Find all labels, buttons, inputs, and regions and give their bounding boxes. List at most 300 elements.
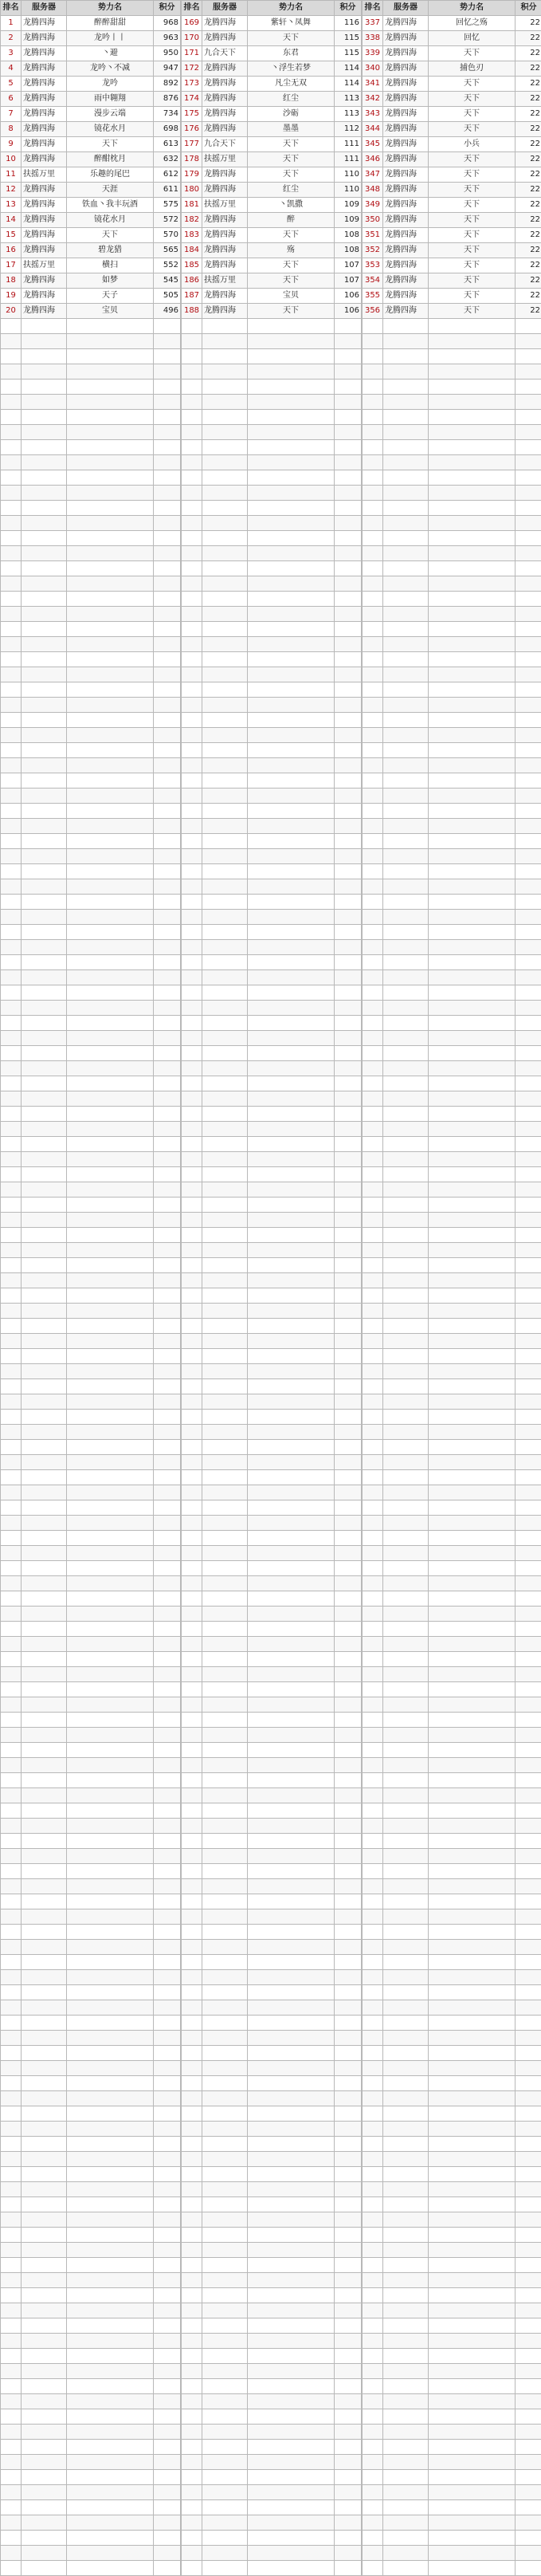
server-cell [22,1349,67,1364]
server-cell [383,1076,429,1091]
score-cell [516,2303,541,2318]
server-cell [383,1500,429,1516]
server-cell [383,2334,429,2349]
score-cell [516,1016,541,1031]
table-row [1,31,181,46]
rank-cell [1,1788,22,1803]
force-cell [67,2500,154,2515]
server-cell [383,1713,429,1728]
force-cell [429,1637,516,1652]
table-row [182,1728,362,1743]
rank-cell [363,2546,383,2561]
table-row [1,1985,181,2000]
score-cell [516,1697,541,1713]
rank-cell [182,2379,202,2394]
server-cell [22,2364,67,2379]
score-cell [516,1213,541,1228]
server-cell [383,607,429,622]
rank-cell: 346 [363,152,383,167]
server-cell [22,1970,67,1985]
score-cell [335,1955,362,1970]
server-cell [202,2546,248,2561]
score-cell [335,637,362,652]
score-cell: 22 [516,167,541,183]
force-cell: 乐趣的尾巴 [67,167,154,183]
score-cell [335,2485,362,2500]
table-row [1,455,181,470]
table-row [1,1076,181,1091]
force-cell [67,1243,154,1258]
rank-cell [182,395,202,410]
rank-cell [1,1531,22,1546]
table-row [1,1652,181,1667]
force-cell [67,1531,154,1546]
table-row [182,743,362,758]
force-cell [429,1137,516,1152]
server-cell [202,1591,248,1607]
force-cell [429,531,516,546]
force-cell [429,1909,516,1925]
rank-cell [363,1909,383,1925]
score-cell [154,425,181,440]
server-cell [202,1319,248,1334]
score-cell: 613 [154,137,181,152]
server-cell [202,1001,248,1016]
rank-cell [182,834,202,849]
force-cell [248,349,335,364]
table-row [182,834,362,849]
table-row [182,576,362,592]
score-cell [516,1546,541,1561]
score-cell [154,1925,181,1940]
force-header: 势力名 [67,1,154,16]
server-cell [22,1304,67,1319]
force-cell [429,2031,516,2046]
rank-cell [363,1273,383,1288]
force-cell [248,1273,335,1288]
force-cell [429,1470,516,1485]
table-row [182,698,362,713]
rank-cell [182,728,202,743]
force-cell: 龙吟 [67,77,154,92]
table-row [182,92,362,107]
table-row [182,1576,362,1591]
force-cell [429,2364,516,2379]
table-row [1,2258,181,2273]
server-cell [22,834,67,849]
server-cell [22,2425,67,2440]
score-cell [516,940,541,955]
table-row [182,1470,362,1485]
force-cell [67,2016,154,2031]
table-row [363,258,541,273]
server-cell [383,1879,429,1894]
table-row [363,2515,541,2531]
score-cell [516,2273,541,2288]
server-cell [22,2061,67,2076]
server-cell [202,1849,248,1864]
table-row [182,1773,362,1788]
force-cell [248,561,335,576]
score-cell [335,925,362,940]
force-cell [67,2425,154,2440]
rank-cell [363,2258,383,2273]
server-cell [202,2046,248,2061]
force-cell: 丶凯撒 [248,198,335,213]
rank-cell [1,758,22,773]
force-cell [248,425,335,440]
server-cell [22,364,67,380]
score-cell [516,2167,541,2182]
rank-cell [1,1167,22,1182]
force-cell [248,2061,335,2076]
rank-cell [1,1622,22,1637]
score-cell: 22 [516,152,541,167]
score-cell [154,728,181,743]
rank-cell [363,1379,383,1394]
rank-cell [1,1379,22,1394]
force-cell [67,970,154,985]
force-cell [429,1198,516,1213]
force-cell [429,410,516,425]
force-cell [67,1410,154,1425]
force-cell [248,2243,335,2258]
table-row [1,2091,181,2106]
rank-cell [1,440,22,455]
score-cell [335,2031,362,2046]
force-cell: 宝贝 [248,289,335,304]
rank-cell [182,1909,202,1925]
force-cell [429,940,516,955]
score-cell [154,910,181,925]
rank-cell [182,1213,202,1228]
score-cell: 22 [516,289,541,304]
score-cell [154,1228,181,1243]
rank-cell: 9 [1,137,22,152]
table-row [1,1001,181,1016]
table-row [1,2485,181,2500]
score-cell [516,1667,541,1682]
table-row [363,319,541,334]
table-row [1,955,181,970]
force-cell [248,1349,335,1364]
rank-cell [1,1334,22,1349]
server-cell [202,1803,248,1819]
server-cell [22,2091,67,2106]
table-row [182,152,362,167]
rank-cell [182,1849,202,1864]
score-cell [335,2228,362,2243]
server-cell: 龙腾四海 [383,61,429,77]
force-cell [67,364,154,380]
rank-cell [1,2031,22,2046]
server-cell [383,2318,429,2334]
table-row [1,1500,181,1516]
rank-cell [363,970,383,985]
rank-cell [182,364,202,380]
score-cell: 110 [335,167,362,183]
server-cell: 龙腾四海 [383,46,429,61]
server-cell [202,682,248,698]
force-cell [429,2515,516,2531]
server-cell: 龙腾四海 [202,167,248,183]
server-cell [22,1394,67,1410]
rank-cell [1,531,22,546]
rank-cell [363,1091,383,1107]
force-cell [429,607,516,622]
score-cell: 505 [154,289,181,304]
table-row [1,652,181,667]
table-row [1,2440,181,2455]
rank-cell [182,1607,202,1622]
table-row [182,61,362,77]
score-cell [154,1122,181,1137]
score-cell [516,985,541,1001]
force-cell [429,364,516,380]
score-cell [516,1925,541,1940]
force-cell [248,1394,335,1410]
server-cell [22,925,67,940]
force-cell [67,1273,154,1288]
rank-cell [182,1925,202,1940]
table-row [1,2076,181,2091]
force-cell: 天下 [429,228,516,243]
table-row [363,455,541,470]
force-cell [67,879,154,895]
server-cell [202,2394,248,2409]
server-cell [202,2137,248,2152]
table-row [182,864,362,879]
table-row [363,607,541,622]
server-cell [22,319,67,334]
force-cell [67,1288,154,1304]
rank-cell [182,2500,202,2515]
force-cell [67,1349,154,1364]
server-cell [202,955,248,970]
score-cell [516,2122,541,2137]
rank-cell [363,1803,383,1819]
server-cell: 龙腾四海 [22,61,67,77]
table-row [1,228,181,243]
force-cell [248,1091,335,1107]
server-cell [202,758,248,773]
rank-cell [1,2303,22,2318]
rank-cell [363,440,383,455]
server-cell [202,1652,248,1667]
rank-cell [182,1788,202,1803]
rank-cell [1,2379,22,2394]
force-cell [248,1940,335,1955]
force-cell [248,2334,335,2349]
score-cell [335,2500,362,2515]
table-row [182,2303,362,2318]
table-row [182,2546,362,2561]
server-cell: 龙腾四海 [22,198,67,213]
table-row [182,2561,362,2576]
table-row [363,1440,541,1455]
table-row [363,1485,541,1500]
score-cell [516,410,541,425]
force-cell [429,2379,516,2394]
score-cell [516,425,541,440]
server-cell: 龙腾四海 [383,122,429,137]
rank-cell: 19 [1,289,22,304]
table-row [1,1561,181,1576]
server-cell [383,2500,429,2515]
force-cell [248,1076,335,1091]
table-row [1,2016,181,2031]
table-row [363,1379,541,1394]
table-row [363,1925,541,1940]
server-cell [202,334,248,349]
force-cell [67,592,154,607]
server-cell [202,2243,248,2258]
force-cell [248,2561,335,2576]
table-row [1,910,181,925]
rank-cell [363,1137,383,1152]
force-cell [248,2137,335,2152]
table-row [1,2000,181,2016]
table-row [182,1107,362,1122]
server-cell [383,1364,429,1379]
table-row [182,819,362,834]
score-cell [335,2561,362,2576]
force-cell [429,2258,516,2273]
server-cell [22,2243,67,2258]
rank-cell [1,607,22,622]
rank-cell [363,2303,383,2318]
table-row [363,273,541,289]
force-cell [248,1334,335,1349]
score-cell [516,879,541,895]
server-cell [22,1167,67,1182]
server-cell [202,1243,248,1258]
score-cell [154,1803,181,1819]
force-cell [248,576,335,592]
score-cell [335,2091,362,2106]
score-cell [154,1667,181,1682]
rank-cell [1,804,22,819]
score-cell [516,1243,541,1258]
score-cell [154,1364,181,1379]
server-cell [383,804,429,819]
table-row [1,2470,181,2485]
rank-cell: 344 [363,122,383,137]
force-cell [429,1879,516,1894]
table-row [363,637,541,652]
force-cell [429,879,516,895]
force-cell [67,1500,154,1516]
table-row [1,713,181,728]
score-cell [516,380,541,395]
table-row [182,364,362,380]
table-row [363,2137,541,2152]
force-cell [429,2455,516,2470]
score-cell [516,607,541,622]
score-cell [335,1394,362,1410]
server-cell [202,1410,248,1425]
force-cell [67,2379,154,2394]
rank-cell [182,1879,202,1894]
score-cell: 632 [154,152,181,167]
table-row [363,1909,541,1925]
table-row [1,2137,181,2152]
force-cell [248,2425,335,2440]
rank-cell [182,1516,202,1531]
force-cell [67,1955,154,1970]
rank-cell: 177 [182,137,202,152]
force-cell [248,758,335,773]
server-cell: 龙腾四海 [22,46,67,61]
force-cell [429,1228,516,1243]
rank-cell [363,395,383,410]
server-cell [22,2470,67,2485]
score-cell [154,1001,181,1016]
table-row [1,1864,181,1879]
force-cell [429,652,516,667]
rank-cell [363,1879,383,1894]
score-cell [335,2318,362,2334]
server-cell [202,804,248,819]
force-cell [67,516,154,531]
score-cell [516,1137,541,1152]
table-row [182,1561,362,1576]
table-row [363,2061,541,2076]
table-row [1,2303,181,2318]
server-cell [202,1546,248,1561]
rank-cell [182,1985,202,2000]
score-cell [335,1622,362,1637]
rank-cell [363,2379,383,2394]
server-cell [383,1591,429,1607]
score-cell: 611 [154,183,181,198]
force-cell [429,1970,516,1985]
ranking-table-3 [362,0,541,2576]
force-cell [248,1440,335,1455]
score-cell [516,486,541,501]
rank-cell [1,1273,22,1288]
server-cell [383,2182,429,2197]
score-cell [154,395,181,410]
score-cell [154,1394,181,1410]
force-cell [67,1985,154,2000]
score-cell [335,2106,362,2122]
server-cell [202,2016,248,2031]
rank-cell: 179 [182,167,202,183]
server-cell [383,380,429,395]
rank-cell [363,2485,383,2500]
server-cell [383,1213,429,1228]
force-cell [67,2394,154,2409]
force-cell: 捕色刃 [429,61,516,77]
force-cell [67,1834,154,1849]
score-cell: 115 [335,31,362,46]
table-row [1,1364,181,1379]
rank-cell [1,2182,22,2197]
table-row [182,2137,362,2152]
table-row [1,1198,181,1213]
server-cell [202,2182,248,2197]
score-cell [516,1182,541,1198]
rank-cell: 182 [182,213,202,228]
score-cell [335,2409,362,2425]
rank-cell [363,2016,383,2031]
rank-cell [182,804,202,819]
table-row [1,77,181,92]
table-row [182,1016,362,1031]
server-cell [22,1046,67,1061]
server-cell [22,955,67,970]
